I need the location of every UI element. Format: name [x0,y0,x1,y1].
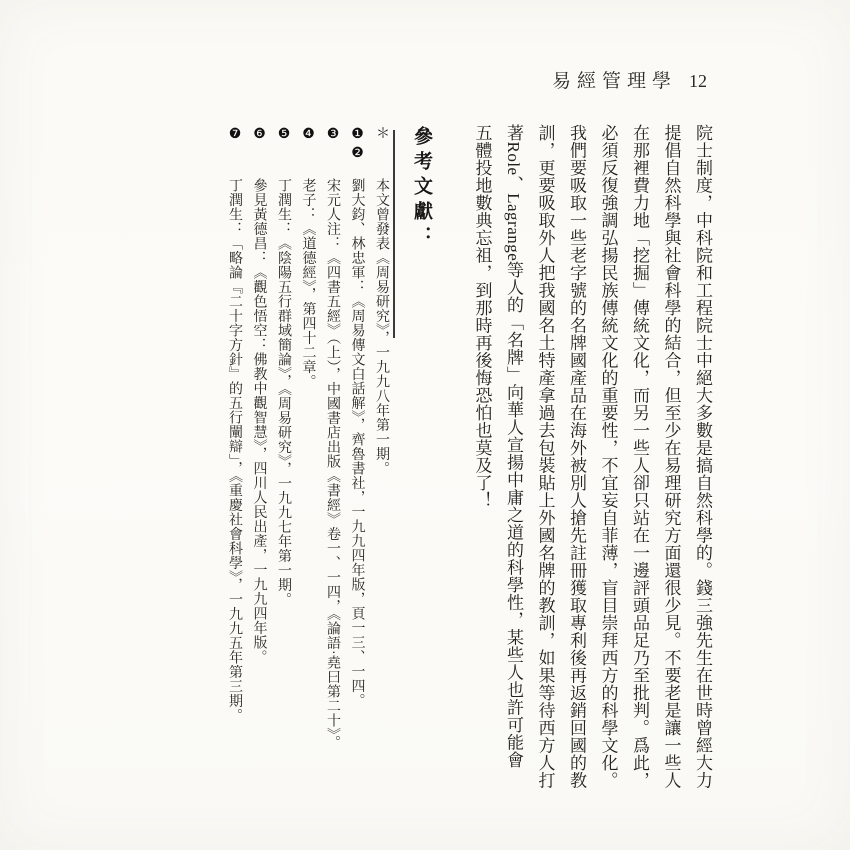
reference-item [344,126,369,802]
footnote-marker: ❺ [276,126,291,145]
reference-item [295,126,320,802]
main-text-block [461,124,718,800]
text-column: 在那裡費力地「挖掘」傳統文化，而另一些人卻只站在一邊評頭品足乃至批判。爲此， [630,124,649,789]
footnote-text: 老子：《道德經》，第四十二章。 [300,178,316,389]
book-title: 易經管理學 [552,71,678,92]
reference-item [222,126,247,802]
reference-item [320,126,345,802]
text-column: 訓，更要吸取外人把我國名土特產拿過去包裝貼上外國名牌的教訓，如果等待西方人打 [535,124,555,789]
references-section [222,126,436,802]
footnote-marker: ❶❷ [349,126,365,164]
footnote-marker: ❹ [300,126,316,145]
footnote-text: 丁潤生：《陰陽五行群域簡論》，《周易研究》，一九九七年第一期。 [276,178,291,607]
footnote-marker: ＊ [374,126,389,143]
footnote-text: 本文曾發表《周易研究》，一九九八年第一期。 [374,178,389,476]
running-head [552,66,707,93]
reference-item [271,126,296,802]
footnote-text: 劉大鈞、林忠軍：《周易傳文白話解》，齊魯書社，一九九四年版，頁一三、一四。 [349,178,365,708]
text-column: 必須反復強調弘揚民族傳統文化的重要性，不宜妄自菲薄，盲目崇拜西方的科學文化。 [598,124,618,789]
text-column: 著Role、Lagrange等人的「名牌」向華人宣揚中庸之道的科學性，某些人也許可能會 [504,124,523,769]
reference-item [246,126,271,802]
references-heading: 參考文獻： [411,126,432,251]
text-column: 提倡自然科學與社會科學的結合，但至少在易理研究方面還很少見。不要老是讓一些人 [661,124,681,789]
footnote-marker: ❼ [227,126,242,145]
text-column: 五體投地數典忘祖，到那時再後悔恐怕也莫及了！ [472,124,492,509]
footnote-text: 丁潤生：「略論『二十字方針』的五行闡辯」，《重慶社會科學》，一九九五年第三期。 [227,178,242,723]
footnote-text: 參見黃德昌：《觀色悟空：佛教中觀智慧》，四川人民出產，一九九四年版。 [251,178,267,664]
text-column: 我們要吸取一些老字號的名牌國產品在海外被別人搶先註冊獲取專利後再返銷回國的教 [567,124,586,789]
page-number: 12 [689,71,708,91]
text-column: 院士制度，中科院和工程院士中絕大多數是搞自然科學的。錢三強先生在世時曾經大力 [693,124,712,789]
footnote-marker: ❸ [325,126,340,145]
footnote-marker: ❻ [251,126,267,145]
footnote-text: 宋元人注：《四書五經》（上），中國書店出版《書經》卷一、一四，《論語·堯曰第二十》。 [325,178,340,750]
reference-item [369,126,394,802]
